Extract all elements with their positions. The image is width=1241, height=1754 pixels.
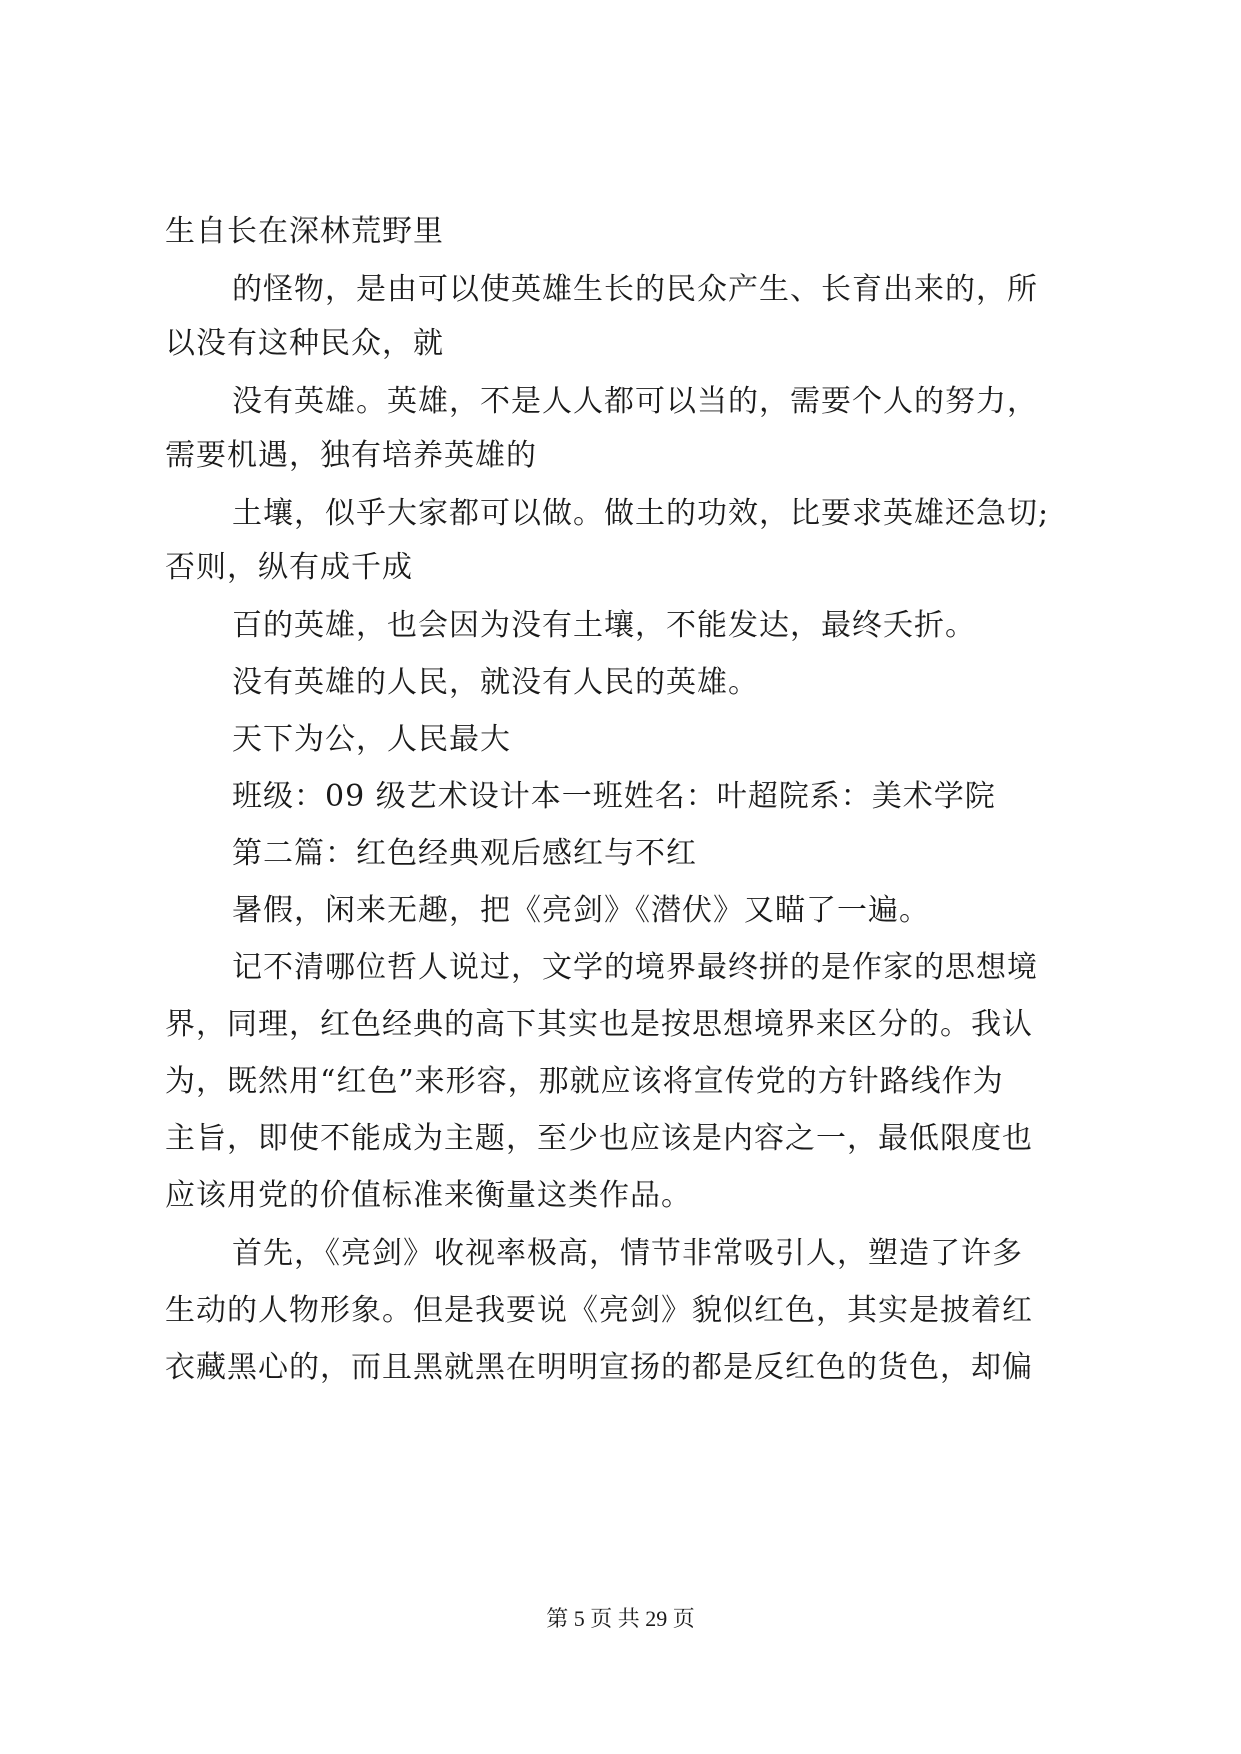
text-line: 以没有这种民众，就 [165,326,444,361]
text-line: 生动的人物形象。但是我要说《亮剑》貌似红色，其实是披着红 [165,1293,1033,1328]
text-line: 否则，纵有成千成 [165,550,413,585]
text-line: 没有英雄。英雄，不是人人都可以当的，需要个人的努力， [232,384,1038,419]
section-heading: 第二篇：红色经典观后感红与不红 [232,836,697,871]
text-line: 暑假，闲来无趣，把《亮剑》《潜伏》又瞄了一遍。 [232,893,930,928]
text-line: 百的英雄，也会因为没有土壤，不能发达，最终夭折。 [232,608,976,643]
text-line: 首先，《亮剑》收视率极高，情节非常吸引人，塑造了许多 [232,1236,1023,1271]
text-line: 的怪物，是由可以使英雄生长的民众产生、长育出来的，所 [232,272,1038,307]
text-line: 班级：09 级艺术设计本一班姓名：叶超院系：美术学院 [232,779,996,814]
page-footer: 第 5 页 共 29 页 [546,1606,695,1631]
text-line: 衣藏黑心的，而且黑就黑在明明宣扬的都是反红色的货色，却偏 [165,1350,1033,1385]
text-line: 应该用党的价值标准来衡量这类作品。 [165,1178,692,1213]
text-line: 需要机遇，独有培养英雄的 [165,438,537,473]
text-line: 记不清哪位哲人说过，文学的境界最终拼的是作家的思想境 [232,950,1038,985]
text-line: 土壤，似乎大家都可以做。做土的功效，比要求英雄还急切; [232,496,1050,531]
text-line: 没有英雄的人民，就没有人民的英雄。 [232,665,759,700]
text-line: 天下为公，人民最大 [232,722,511,757]
text-line: 生自长在深林荒野里 [165,214,444,249]
text-line: 为，既然用“红色”来形容，那就应该将宣传党的方针路线作为 [165,1064,1004,1099]
text-line: 主旨，即使不能成为主题，至少也应该是内容之一，最低限度也 [165,1121,1033,1156]
text-line: 界，同理，红色经典的高下其实也是按思想境界来区分的。我认 [165,1007,1033,1042]
